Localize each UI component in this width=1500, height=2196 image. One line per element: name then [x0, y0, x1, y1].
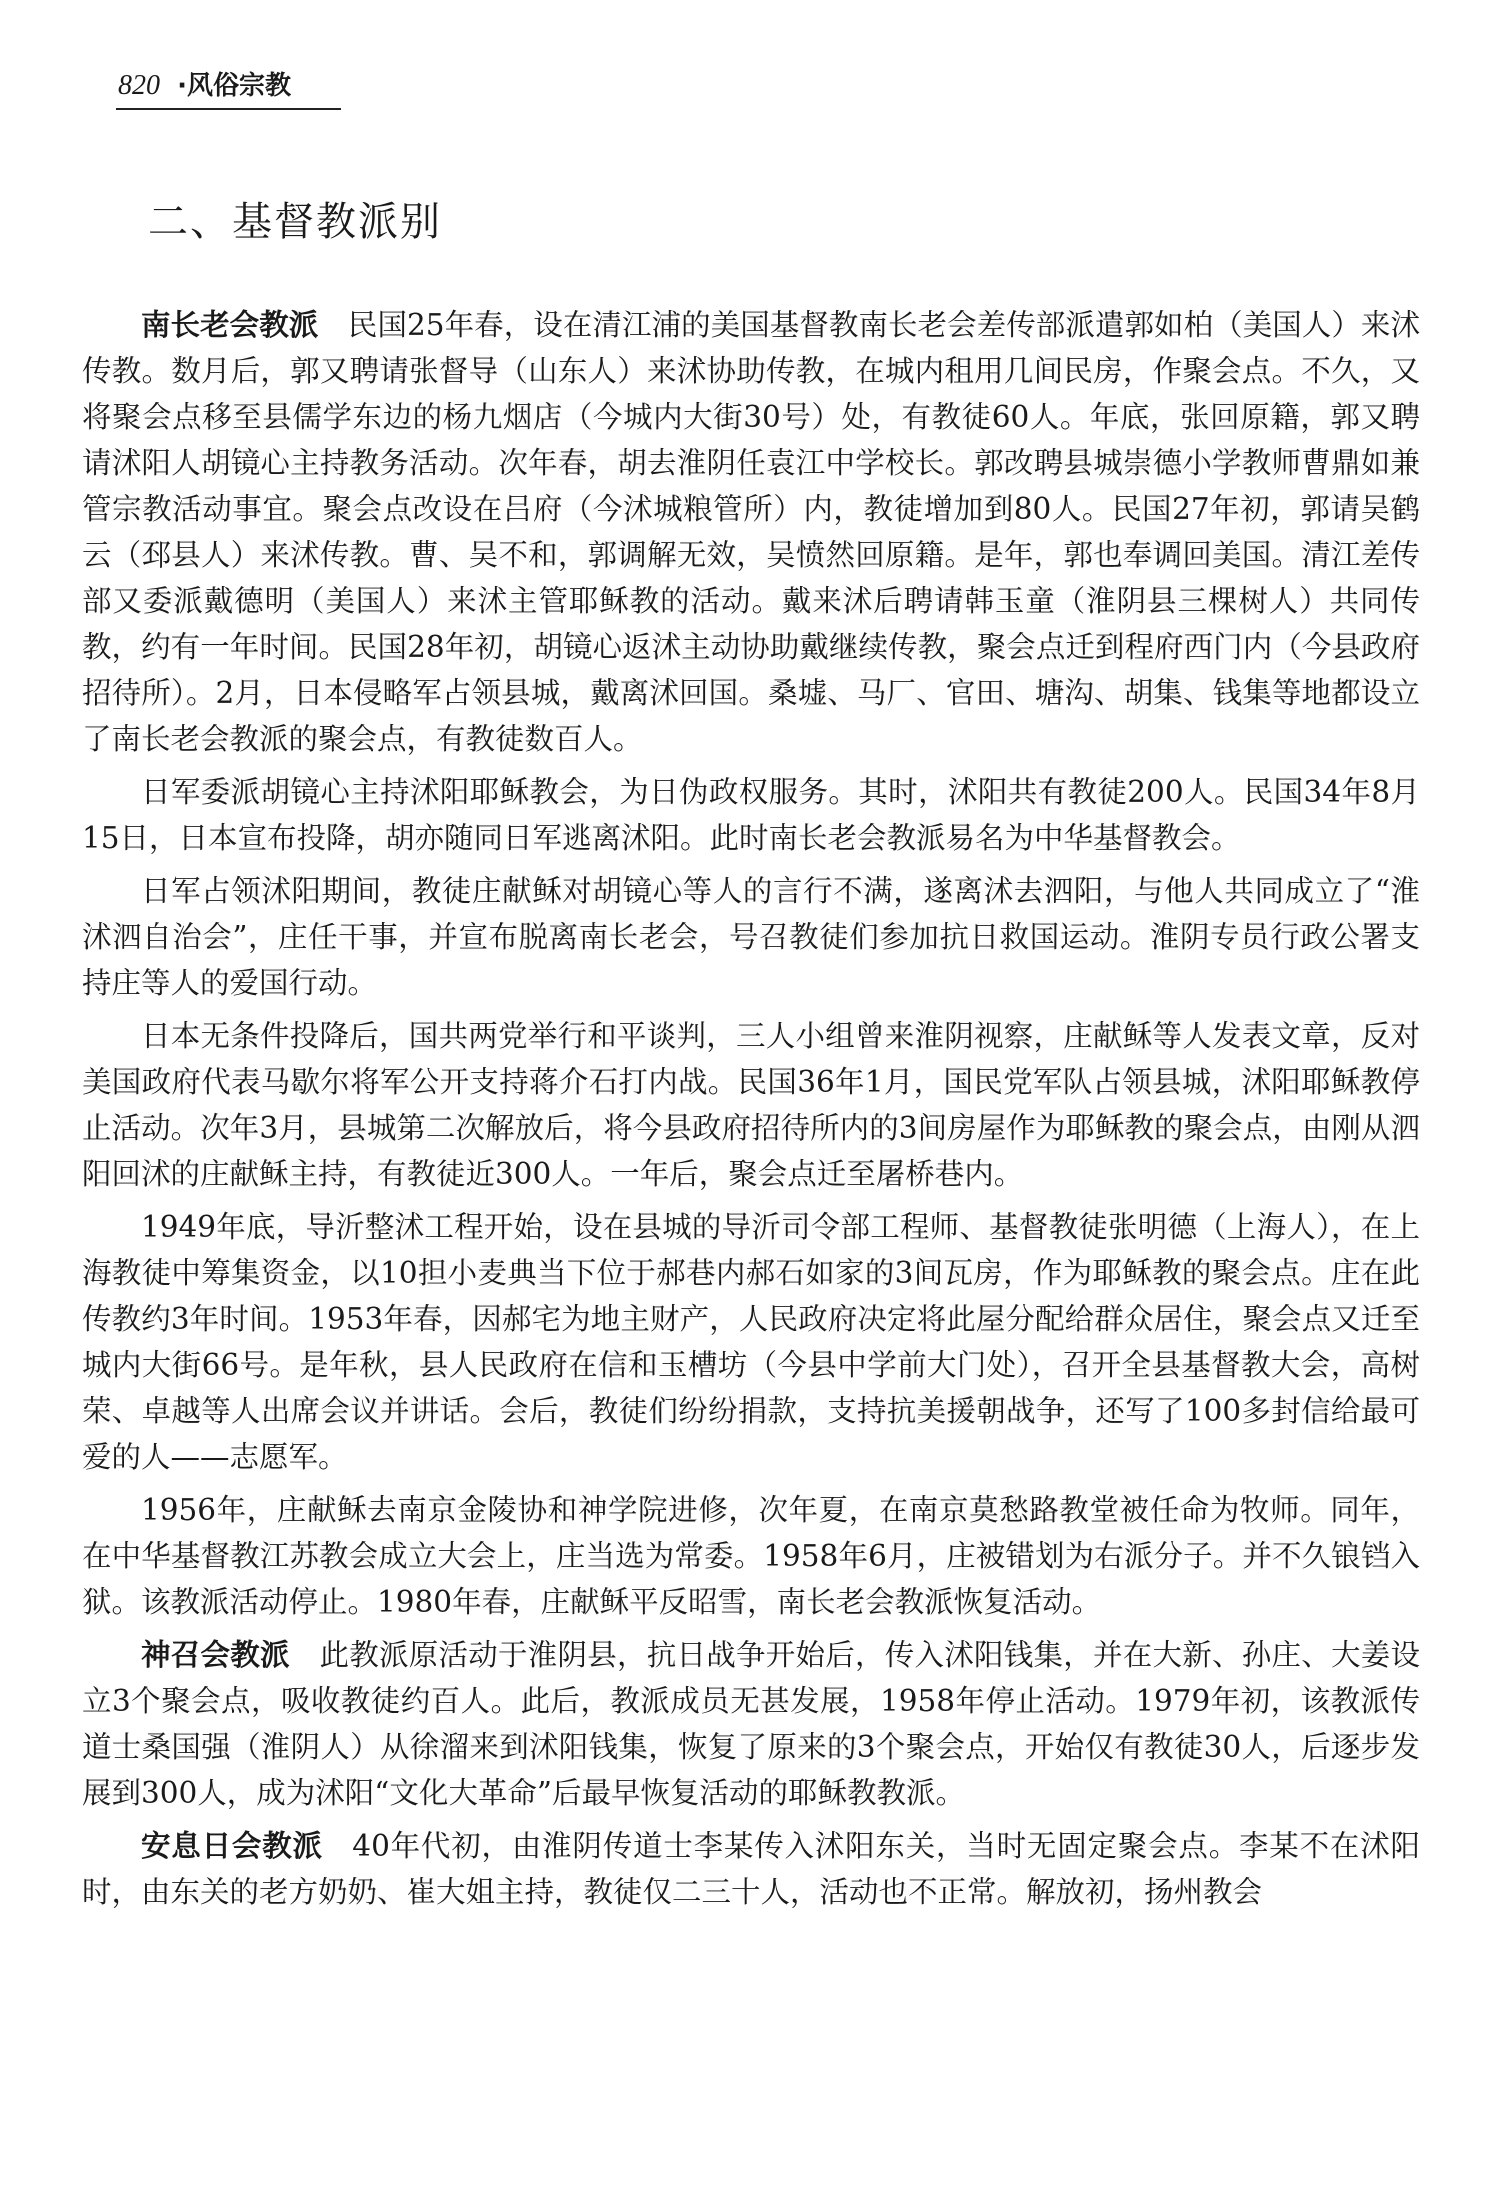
section-heading: 二、基督教派别	[148, 199, 442, 245]
page-number: 820	[118, 70, 160, 101]
sect-title: 神召会教派	[141, 1638, 290, 1672]
paragraph	[82, 868, 1420, 1006]
paragraph	[82, 302, 1420, 762]
sect-title: 南长老会教派	[141, 308, 319, 342]
paragraph	[82, 1013, 1420, 1197]
paragraph-text: 民国25年春，设在清江浦的美国基督教南长老会差传部派遣郭如柏（美国人）来沭传教。数月后，郭又聘请张督导（山东人）来沭协助传教，在城内租用几间民房，作聚会点。不久，又将聚会点移至县儒学东边的杨九烟店（今城内大街30号）处，有教徒60人。年底，张回原籍，郭又聘请沭阳人胡镜心主持教务活动。次年春，胡去淮阴任袁江中学校长。郭改聘县城崇德小学教师曹鼎如兼管宗教活动事宜。聚会点改设在吕府（今沭城粮管所）内，教徒增加到80人。民国27年初，郭请吴鹤云（邳县人）来沭传教。曹、吴不和，郭调解无效，吴愤然回原籍。是年，郭也奉调回美国。清江差传部又委派戴德明（美国人）来沭主管耶稣教的活动。戴来沭后聘请韩玉童（淮阴县三棵树人）共同传教，约有一年时间。民国28年初，胡镜心返沭主动协助戴继续传教，聚会点迁到程府西门内（今县政府招待所）。2月，日本侵略军占领县城，戴离沭回国。桑墟、马厂、官田、塘沟、胡集、钱集等地都设立了南长老会教派的聚会点，有教徒数百人。	[82, 308, 1420, 756]
paragraph	[82, 1632, 1420, 1816]
paragraph-text: 日本无条件投降后，国共两党举行和平谈判，三人小组曾来淮阴视察，庄献稣等人发表文章，反对美国政府代表马歇尔将军公开支持蒋介石打内战。民国36年1月，国民党军队占领县城，沭阳耶稣教停止活动。次年3月，县城第二次解放后，将今县政府招待所内的3间房屋作为耶稣教的聚会点，由刚从泗阳回沭的庄献稣主持，有教徒近300人。一年后，聚会点迁至屠桥巷内。	[82, 1019, 1420, 1191]
paragraph	[82, 1823, 1420, 1915]
paragraph-text: 40年代初，由淮阴传道士李某传入沭阳东关，当时无固定聚会点。李某不在沭阳时，由东关的老方奶奶、崔大姐主持，教徒仅二三十人，活动也不正常。解放初，扬州教会	[82, 1829, 1420, 1909]
body-text	[82, 302, 1420, 1922]
paragraph-text: 日军占领沭阳期间，教徒庄献稣对胡镜心等人的言行不满，遂离沭去泗阳，与他人共同成立了“淮沭泗自治会”，庄任干事，并宣布脱离南长老会，号召教徒们参加抗日救国运动。淮阴专员行政公署支持庄等人的爱国行动。	[82, 874, 1420, 1000]
paragraph-text: 1949年底，导沂整沭工程开始，设在县城的导沂司令部工程师、基督教徒张明德（上海人），在上海教徒中筹集资金，以10担小麦典当下位于郝巷内郝石如家的3间瓦房，作为耶稣教的聚会点。庄在此传教约3年时间。1953年春，因郝宅为地主财产，人民政府决定将此屋分配给群众居住，聚会点又迁至城内大街66号。是年秋，县人民政府在信和玉槽坊（今县中学前大门处），召开全县基督教大会，高树荣、卓越等人出席会议并讲话。会后，教徒们纷纷捐款，支持抗美援朝战争，还写了100多封信给最可爱的人——志愿军。	[82, 1210, 1420, 1474]
paragraph	[82, 1204, 1420, 1480]
running-section-name: ·风俗宗教	[177, 71, 292, 101]
page-header	[118, 72, 291, 100]
header-rule	[116, 108, 341, 110]
paragraph-text: 1956年，庄献稣去南京金陵协和神学院进修，次年夏，在南京莫愁路教堂被任命为牧师。同年，在中华基督教江苏教会成立大会上，庄当选为常委。1958年6月，庄被错划为右派分子。并不久锒铛入狱。该教派活动停止。1980年春，庄献稣平反昭雪，南长老会教派恢复活动。	[82, 1493, 1420, 1619]
paragraph	[82, 1487, 1420, 1625]
paragraph-text: 此教派原活动于淮阴县，抗日战争开始后，传入沭阳钱集，并在大新、孙庄、大姜设立3个聚会点，吸收教徒约百人。此后，教派成员无甚发展，1958年停止活动。1979年初，该教派传道士桑国强（淮阴人）从徐溜来到沭阳钱集，恢复了原来的3个聚会点，开始仅有教徒30人，后逐步发展到300人，成为沭阳“文化大革命”后最早恢复活动的耶稣教教派。	[82, 1638, 1420, 1810]
paragraph-text: 日军委派胡镜心主持沭阳耶稣教会，为日伪政权服务。其时，沭阳共有教徒200人。民国34年8月15日，日本宣布投降，胡亦随同日军逃离沭阳。此时南长老会教派易名为中华基督教会。	[82, 775, 1420, 855]
sect-title: 安息日会教派	[141, 1829, 323, 1863]
paragraph	[82, 769, 1420, 861]
